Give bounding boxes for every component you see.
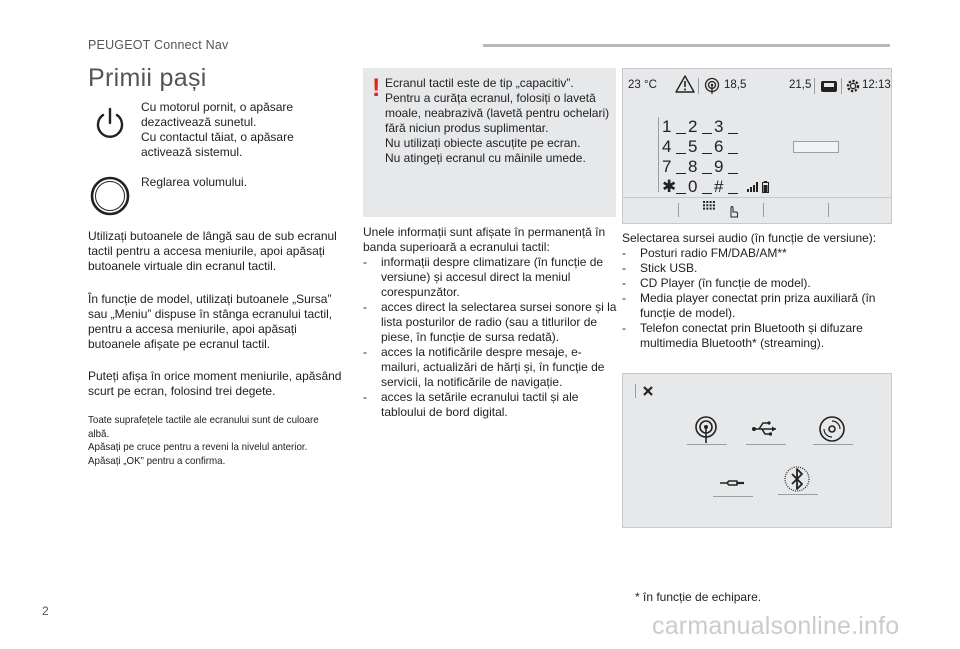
- keypad-key[interactable]: 4: [662, 137, 688, 157]
- bottom-separator: [763, 203, 764, 217]
- number-display-field[interactable]: [793, 141, 839, 153]
- source-intro: Selectarea sursei audio (în funcție de versiune):: [622, 231, 877, 245]
- touch-hand-icon: [728, 205, 738, 218]
- page-number: 2: [42, 604, 49, 618]
- warning-line-1: Ecranul tactil este de tip „capacitiv”.: [385, 76, 574, 90]
- source-item: - Stick USB.: [622, 261, 892, 276]
- paragraph-three-fingers: Puteți afișa în orice moment meniurile, apăsând scurt pe ecran, folosind trei degete.: [88, 369, 342, 398]
- radio-source-icon[interactable]: [691, 414, 721, 444]
- info-item: - acces la notificările despre mesaje, e-mailuri, actualizări de hărți și, în funcție de servicii, la notificările de navigație.: [363, 345, 618, 390]
- bottom-bar: [623, 197, 891, 223]
- source-section: [622, 231, 892, 351]
- page-title: Primii pași: [88, 64, 207, 92]
- keypad-key[interactable]: 6: [714, 137, 740, 157]
- status-separator: [814, 78, 815, 94]
- header-brand: PEUGEOT Connect Nav: [88, 38, 229, 52]
- source-underline: [778, 494, 818, 495]
- info-intro: Unele informații sunt afișate în permanență în banda superioară a ecranului tactil:: [363, 225, 606, 254]
- info-section: [363, 225, 618, 420]
- paragraph-buttons: Utilizați butoanele de lângă sau de sub ecranul tactil pentru a accesa meniurile, apoi apăsați butoanele virtuale din ecranul tactil.: [88, 229, 337, 273]
- volume-knob-icon: [89, 175, 131, 217]
- keypad-key[interactable]: #: [714, 177, 740, 197]
- warning-line-4: Nu atingeți ecranul cu mâinile umede.: [385, 151, 586, 165]
- status-separator: [698, 78, 699, 94]
- keypad-key[interactable]: 1: [662, 117, 688, 137]
- source-item: - Telefon conectat prin Bluetooth și difuzare multimedia Bluetooth* (streaming).: [622, 321, 892, 351]
- bottom-separator: [828, 203, 829, 217]
- keypad-key[interactable]: 0: [688, 177, 714, 197]
- left-temp-setting[interactable]: 18,5: [724, 79, 747, 91]
- power-text-line-1: Cu motorul pornit, o apăsare dezactivează sunetul.: [141, 100, 294, 129]
- battery-icon: [762, 181, 769, 193]
- note-line-1: Toate suprafețele tactile ale ecranului sunt de culoare albă.: [88, 414, 319, 440]
- warning-box: [363, 68, 616, 217]
- radio-icon[interactable]: [703, 77, 721, 95]
- status-bar: [623, 69, 891, 103]
- power-icon: [90, 103, 130, 143]
- source-item: - Posturi radio FM/DAB/AM**: [622, 246, 892, 261]
- keypad-key[interactable]: 9: [714, 157, 740, 177]
- source-underline: [746, 444, 786, 445]
- usb-icon[interactable]: [750, 414, 780, 444]
- touchscreen-keypad-screen: [622, 68, 892, 224]
- gear-icon[interactable]: [845, 78, 861, 94]
- bluetooth-icon[interactable]: [782, 464, 812, 494]
- source-underline: [813, 444, 853, 445]
- warning-mark-icon: !: [372, 74, 381, 102]
- bottom-separator: [678, 203, 679, 217]
- grid-icon[interactable]: [703, 201, 715, 213]
- source-item: - Media player conectat prin priza auxiliară (în funcție de model).: [622, 291, 892, 321]
- note-line-3: Apăsați „OK” pentru a confirma.: [88, 454, 226, 467]
- signal-icon: [747, 182, 759, 192]
- keypad-key[interactable]: ✱: [662, 177, 688, 197]
- keypad-key[interactable]: 2: [688, 117, 714, 137]
- keypad-key[interactable]: 5: [688, 137, 714, 157]
- source-item: - CD Player (în funcție de model).: [622, 276, 892, 291]
- power-text-line-2: Cu contactul tăiat, o apăsare activează sistemul.: [141, 130, 294, 159]
- right-temp-setting[interactable]: 21,5: [789, 79, 812, 91]
- power-description: [141, 100, 341, 160]
- aux-jack-icon[interactable]: [717, 468, 747, 498]
- car-icon[interactable]: [819, 78, 839, 94]
- touch-note: [88, 414, 332, 468]
- volume-description: Reglarea volumului.: [141, 175, 248, 189]
- header-divider: [483, 44, 890, 47]
- keypad-key[interactable]: 7: [662, 157, 688, 177]
- clock-readout: 12:13: [862, 79, 891, 91]
- source-underline: [687, 444, 727, 445]
- keypad-separator: [658, 117, 659, 192]
- warning-line-2: Pentru a curăța ecranul, folosiți o lavetă moale, neabrazivă (lavetă pentru ochelari) fără niciun produs suplimentar.: [385, 91, 610, 135]
- warning-text: [385, 76, 613, 166]
- touchscreen-source-screen: [622, 373, 892, 528]
- keypad-key[interactable]: 8: [688, 157, 714, 177]
- source-underline: [713, 496, 753, 497]
- info-list: [363, 255, 618, 420]
- watermark: carmanualsonline.info: [652, 612, 900, 640]
- info-item: - acces direct la selectarea sursei sonore și la lista posturilor de radio (sau a titlurilor de piese, în funcție de sursa redată).: [363, 300, 618, 345]
- bottom-bar-divider: [623, 197, 891, 198]
- temperature-readout[interactable]: 23 °C: [628, 79, 657, 91]
- status-separator: [841, 78, 842, 94]
- cd-icon[interactable]: [817, 414, 847, 444]
- keypad-key[interactable]: 3: [714, 117, 740, 137]
- paragraph-source-menu: În funcție de model, utilizați butoanele „Sursa” sau „Meniu” dispuse în stânga ecranului tactil, pentru a accesa meniurile, apoi apăsați butoanele afișate pe ecranul tactil.: [88, 292, 333, 351]
- footnote: * în funcție de echipare.: [635, 590, 762, 604]
- info-item: - informații despre climatizare (în funcție de versiune) și accesul direct la meniul corespunzător.: [363, 255, 618, 300]
- close-icon[interactable]: [635, 382, 661, 400]
- info-item: - acces la setările ecranului tactil și ale tabloului de bord digital.: [363, 390, 618, 420]
- note-line-2: Apăsați pe cruce pentru a reveni la nivelul anterior.: [88, 441, 308, 454]
- warning-triangle-icon[interactable]: [675, 75, 695, 93]
- warning-line-3: Nu utilizați obiecte ascuțite pe ecran.: [385, 136, 581, 150]
- source-list: [622, 246, 892, 351]
